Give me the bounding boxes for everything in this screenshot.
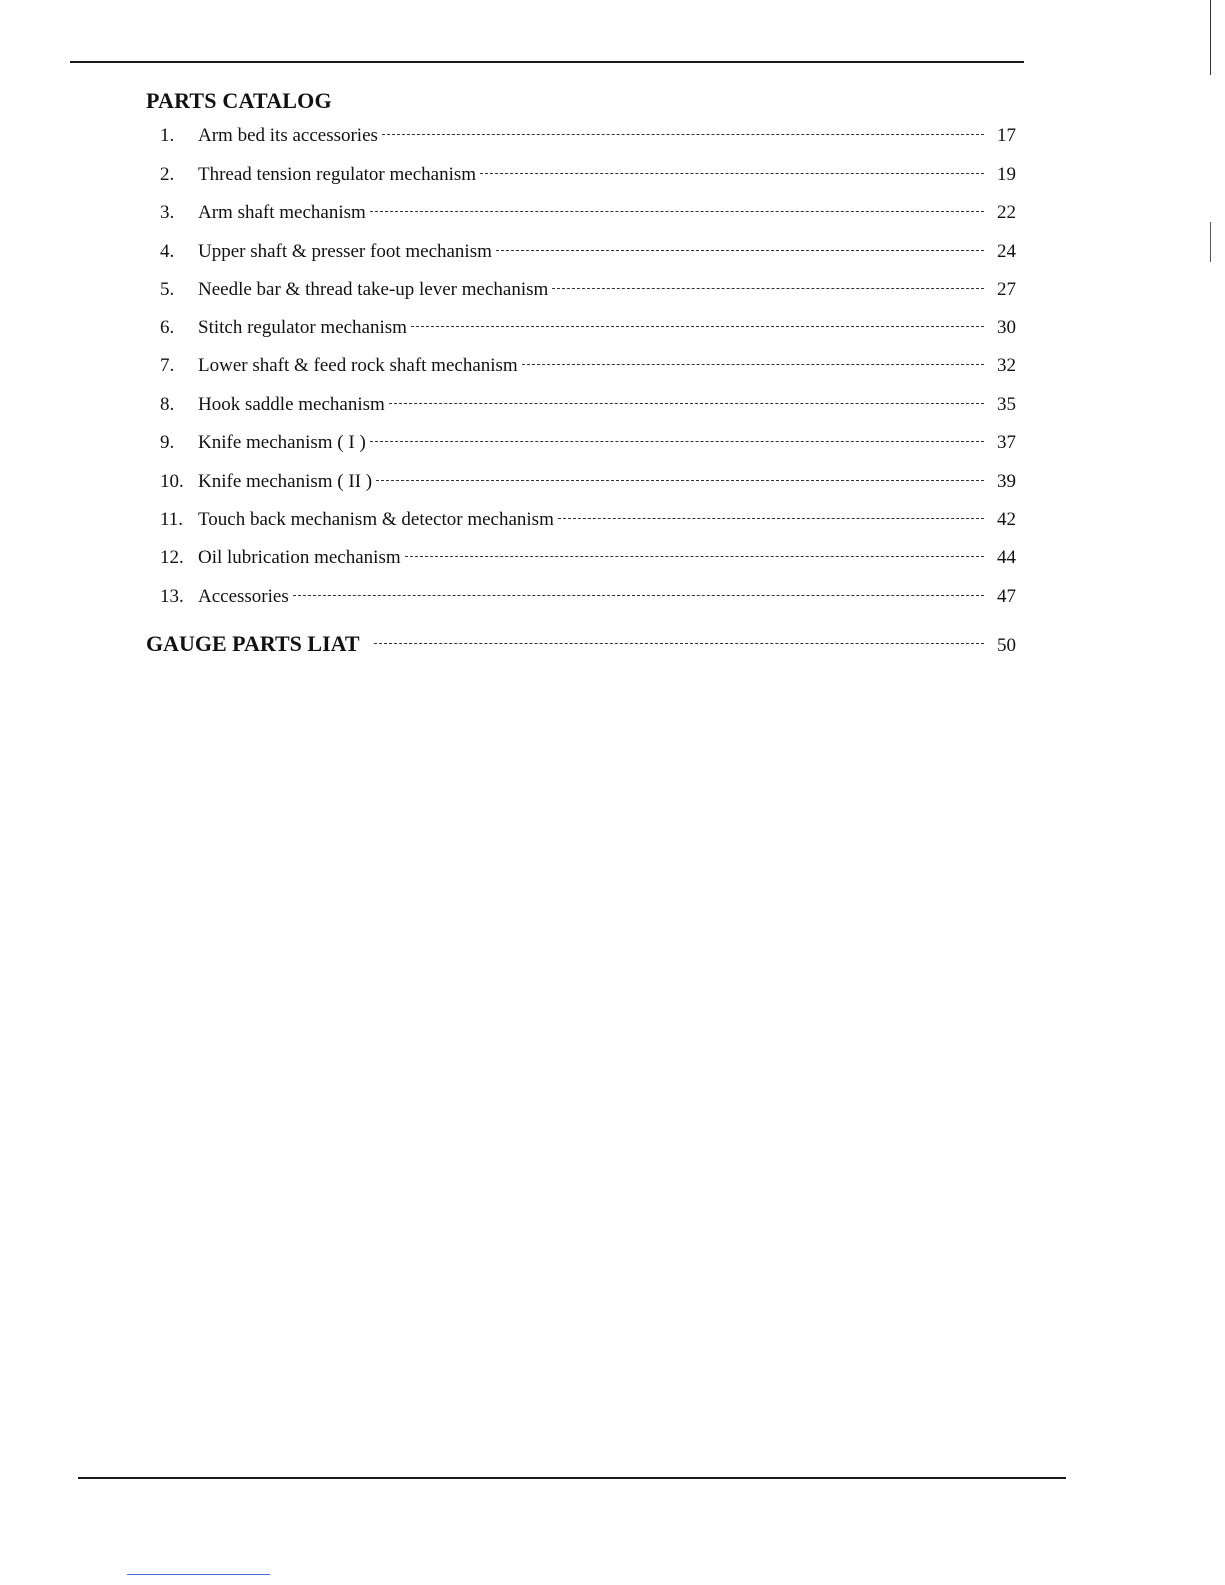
scan-edge-mark [1210,0,1211,75]
toc-entry-number: 8. [160,394,175,415]
toc-entry-page: 44 [997,547,1016,568]
toc-entry[interactable] [160,547,1016,573]
toc-entry-number: 3. [160,202,175,223]
dot-leader [558,518,984,519]
toc-entry-label: Touch back mechanism & detector mechanism [198,509,554,530]
dot-leader [370,441,984,442]
dot-leader [293,595,984,596]
toc-entry[interactable] [160,471,1016,497]
top-rule [70,61,1024,63]
toc-entry[interactable] [160,317,1016,343]
toc-entry-label: Thread tension regulator mechanism [198,164,477,185]
toc-entry-page: 35 [997,394,1016,415]
toc-entry[interactable] [160,164,1016,190]
toc-entry-label: Upper shaft & presser foot mechanism [198,241,492,262]
dot-leader [382,134,984,135]
parts-catalog-heading: PARTS CATALOG [146,88,332,113]
toc-entry-label: Lower shaft & feed rock shaft mechanism [198,355,518,376]
toc-entry-page: 42 [997,509,1016,530]
toc-entry-number: 6. [160,317,175,338]
dot-leader [376,480,984,481]
toc-entry[interactable] [160,432,1016,458]
toc-entry[interactable] [160,394,1016,420]
toc-entry-number: 12. [160,547,184,568]
toc-entry-number: 7. [160,355,175,376]
toc-entry-label: Knife mechanism ( II ) [198,471,373,492]
gauge-parts-page: 50 [997,635,1016,656]
toc-entry-number: 4. [160,241,175,262]
toc-entry-page: 17 [997,125,1016,146]
toc-entry-number: 13. [160,586,184,607]
toc-entry-page: 47 [997,586,1016,607]
dot-leader [552,288,984,289]
toc-entry[interactable] [160,125,1016,151]
dot-leader [411,326,984,327]
toc-entry-number: 1. [160,125,175,146]
toc-entry-number: 9. [160,432,175,453]
toc-entry-page: 19 [997,164,1016,185]
dot-leader [389,403,984,404]
toc-entry[interactable] [160,509,1016,535]
toc-entry-page: 32 [997,355,1016,376]
toc-entry-page: 37 [997,432,1016,453]
toc-entry-page: 30 [997,317,1016,338]
toc-entry-page: 39 [997,471,1016,492]
toc-entry-label: Arm shaft mechanism [198,202,366,223]
toc-entry-label: Arm bed its accessories [198,125,378,146]
toc-entry[interactable] [160,241,1016,267]
toc-entry[interactable] [160,279,1016,305]
toc-entry-label: Hook saddle mechanism [198,394,385,415]
toc-entry-page: 27 [997,279,1016,300]
dot-leader [374,643,984,644]
gauge-parts-entry[interactable] [146,631,1016,657]
toc-entry[interactable] [160,586,1016,612]
toc-entry[interactable] [160,355,1016,381]
toc-entry[interactable] [160,202,1016,228]
toc-entry-number: 5. [160,279,175,300]
toc-entry-number: 10. [160,471,184,492]
toc-entry-number: 11. [160,509,184,530]
toc-entry-number: 2. [160,164,175,185]
bottom-rule [78,1477,1066,1479]
toc-entry-label: Stitch regulator mechanism [198,317,407,338]
dot-leader [405,556,984,557]
dot-leader [480,173,984,174]
toc-entry-label: Accessories [198,586,289,607]
toc-entry-label: Oil lubrication mechanism [198,547,401,568]
toc-entry-label: Knife mechanism ( I ) [198,432,366,453]
toc-entry-page: 22 [997,202,1016,223]
dot-leader [522,364,984,365]
dot-leader [370,211,984,212]
gauge-parts-heading: GAUGE PARTS LIAT [146,631,360,656]
toc-entry-page: 24 [997,241,1016,262]
scan-edge-mark [1210,222,1211,262]
dot-leader [496,250,984,251]
footer-link-underline [127,1574,270,1575]
toc-entry-label: Needle bar & thread take-up lever mechanism [198,279,549,300]
